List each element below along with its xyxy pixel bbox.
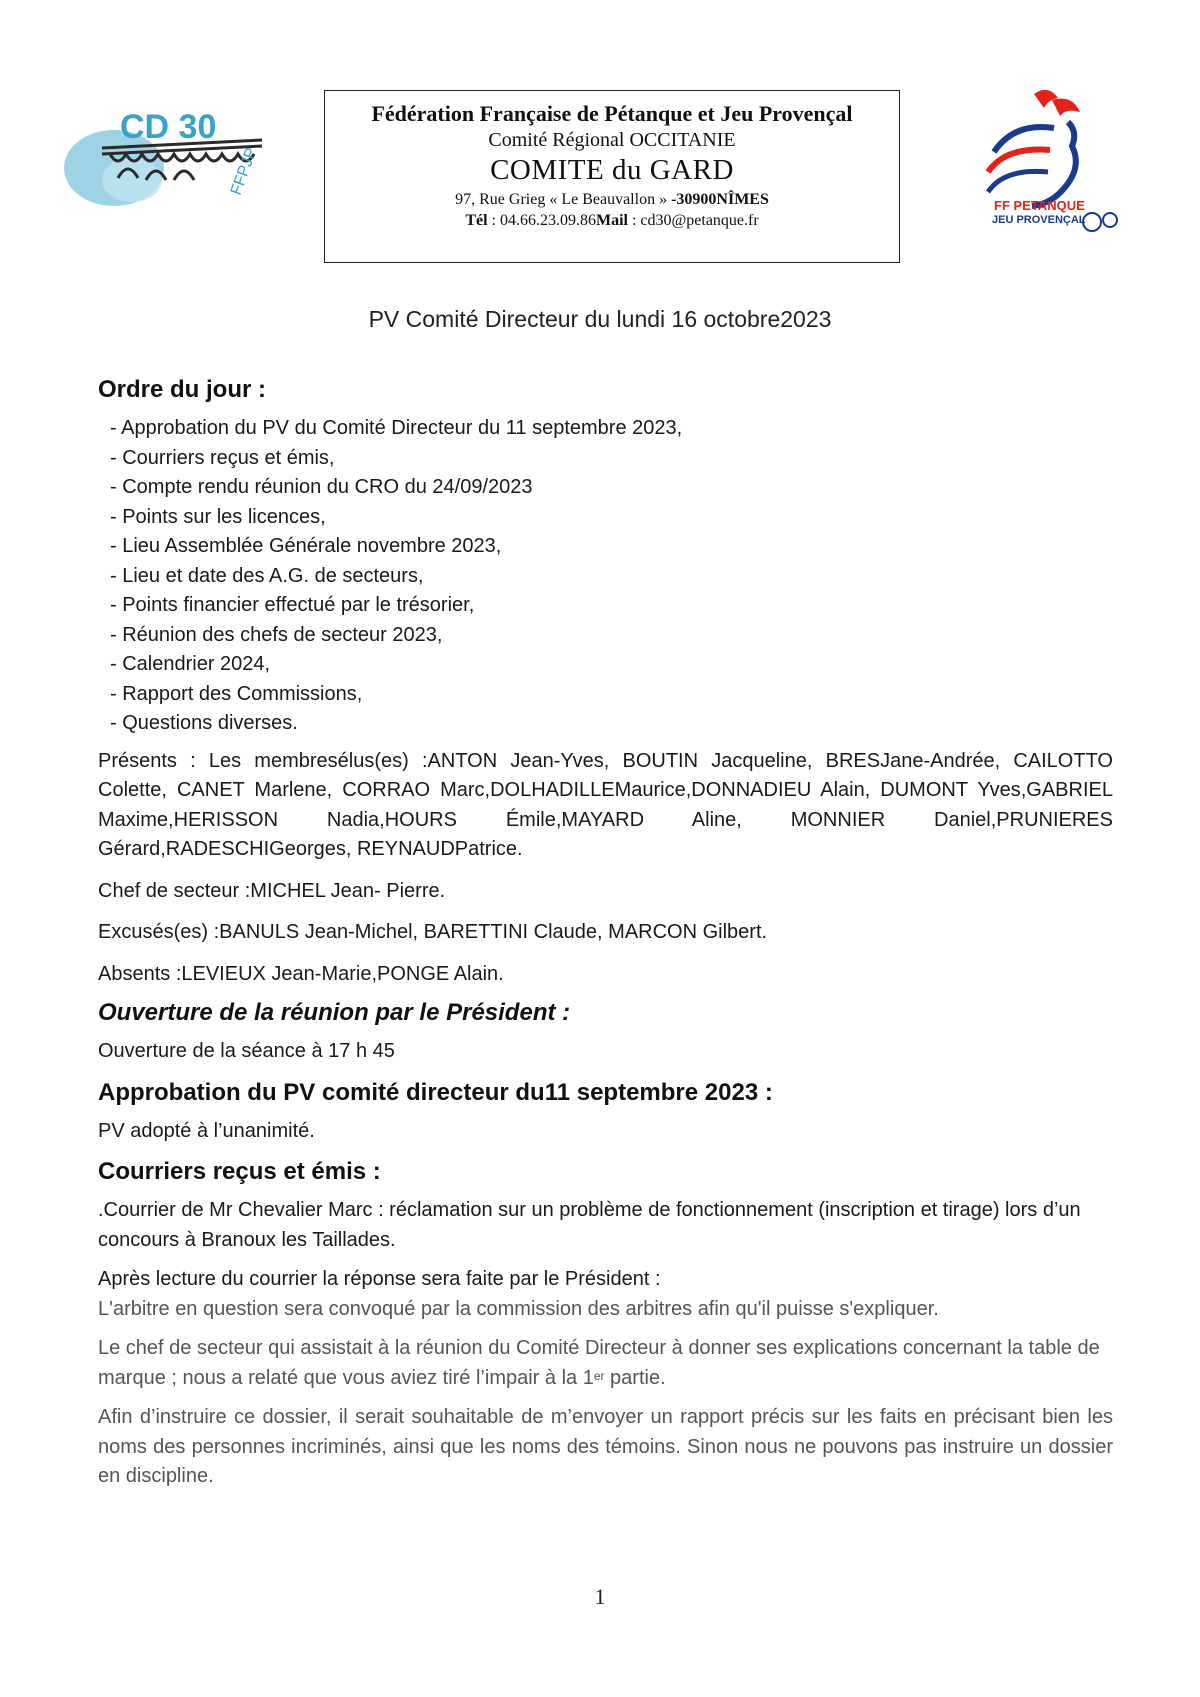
agenda-list bbox=[110, 414, 1113, 739]
mail-paragraph-5: Afin d’instruire ce dossier, il serait souhaitable de m’envoyer un rapport précis sur les faits en précisant bien les noms des personnes incriminés, ainsi que les noms des témoins. Sinon nous ne pouvons pas instruire un dossier en discipline. bbox=[98, 1406, 1113, 1487]
mail-heading: Courriers reçus et émis : bbox=[98, 1158, 381, 1185]
attendance-present: Présents : Les membresélus(es) :ANTON Jean-Yves, BOUTIN Jacqueline, BRESJane-Andrée, CAILOTTO Colette, CANET Marlene, CORRAO Marc,DOLHADILLEMaurice,DONNADIEU Alain, DUMONT Yves,GABRIEL Maxime,HERISSON Nadia,HOURS Émile,MAYARD Aline, MONNIER Daniel,PRUNIERES Gérard,RADESCHIGeorges, REYNAUDPatrice. bbox=[98, 749, 1113, 860]
page-number: 1 bbox=[594, 1584, 606, 1609]
ordinal-superscript: er bbox=[593, 1368, 605, 1383]
opening-text: Ouverture de la séance à 17 h 45 bbox=[98, 1040, 395, 1062]
mail-paragraph-3: L'arbitre en question sera convoqué par la commission des arbitres afin qu'il puisse s'expliquer. bbox=[98, 1297, 939, 1320]
ff-logo-line1: FF PETANQUE bbox=[994, 198, 1085, 213]
attendance-absent: Absents :LEVIEUX Jean-Marie,PONGE Alain. bbox=[98, 962, 504, 985]
ff-logo-line2: JEU PROVENÇAL bbox=[992, 214, 1086, 226]
agenda-heading: Ordre du jour : bbox=[98, 376, 266, 403]
regional-committee: Comité Régional OCCITANIE bbox=[488, 129, 736, 151]
cd30-logo-text: CD 30 bbox=[120, 108, 217, 146]
attendance-excused: Excusés(es) :BANULS Jean-Michel, BARETTINI Claude, MARCON Gilbert. bbox=[98, 921, 768, 943]
committee-name: COMITE du GARD bbox=[490, 154, 734, 186]
opening-heading: Ouverture de la réunion par le Président : bbox=[98, 999, 571, 1026]
mail-label: Mail bbox=[595, 212, 628, 229]
agenda-item: - Rapport des Commissions, bbox=[110, 682, 363, 705]
tel-label: Tél bbox=[465, 212, 488, 229]
mail-paragraph-4 bbox=[98, 1334, 1113, 1393]
address bbox=[325, 191, 899, 209]
agenda-item: - Questions diverses. bbox=[110, 712, 298, 734]
ffpjp-logo-text: FFPJP bbox=[227, 145, 261, 198]
address-city: -30900NÎMES bbox=[671, 191, 769, 208]
cd30-logo bbox=[62, 100, 272, 212]
address-street: 97, Rue Grieg « Le Beauvallon » bbox=[455, 191, 672, 208]
approval-text: PV adopté à l’unanimité. bbox=[98, 1119, 315, 1142]
document-title: PV Comité Directeur du lundi 16 octobre2023 bbox=[368, 306, 832, 332]
header-box bbox=[324, 90, 900, 263]
agenda-item: - Lieu Assemblée Générale novembre 2023, bbox=[110, 535, 502, 557]
approval-heading: Approbation du PV comité directeur du11 septembre 2023 : bbox=[98, 1078, 773, 1106]
agenda-item: - Lieu et date des A.G. de secteurs, bbox=[110, 564, 424, 587]
agenda-item: - Compte rendu réunion du CRO du 24/09/2023 bbox=[110, 476, 533, 498]
contact bbox=[325, 212, 899, 230]
mail-paragraph-4-text: Le chef de secteur qui assistait à la réunion du Comité Directeur à donner ses explications concernant la table de marque ; nous a relaté que vous aviez tiré l’impair à la 1 bbox=[98, 1337, 1100, 1389]
attendance-chef: Chef de secteur :MICHEL Jean- Pierre. bbox=[98, 879, 446, 902]
agenda-item: - Réunion des chefs de secteur 2023, bbox=[110, 623, 443, 646]
agenda-item: - Points financier effectué par le trésorier, bbox=[110, 594, 475, 616]
tel-value: : 04.66.23.09.86 bbox=[487, 212, 596, 229]
mail-value: : cd30@petanque.fr bbox=[627, 212, 759, 229]
agenda-item: - Points sur les licences, bbox=[110, 505, 326, 528]
document-body bbox=[98, 376, 1113, 1492]
ff-petanque-logo bbox=[974, 82, 1124, 250]
agenda-item: - Calendrier 2024, bbox=[110, 653, 271, 675]
federation-name: Fédération Française de Pétanque et Jeu Provençal bbox=[371, 101, 853, 126]
agenda-item: - Courriers reçus et émis, bbox=[110, 446, 335, 469]
agenda-item: - Approbation du PV du Comité Directeur du 11 septembre 2023, bbox=[110, 417, 683, 439]
mail-paragraph-1: .Courrier de Mr Chevalier Marc : réclamation sur un problème de fonctionnement (inscription et tirage) lors d’un concours à Branoux les Taillades. bbox=[98, 1199, 1081, 1251]
mail-paragraph-4-end: partie. bbox=[604, 1366, 666, 1389]
mail-paragraph-2: Après lecture du courrier la réponse sera faite par le Président : bbox=[98, 1268, 661, 1290]
